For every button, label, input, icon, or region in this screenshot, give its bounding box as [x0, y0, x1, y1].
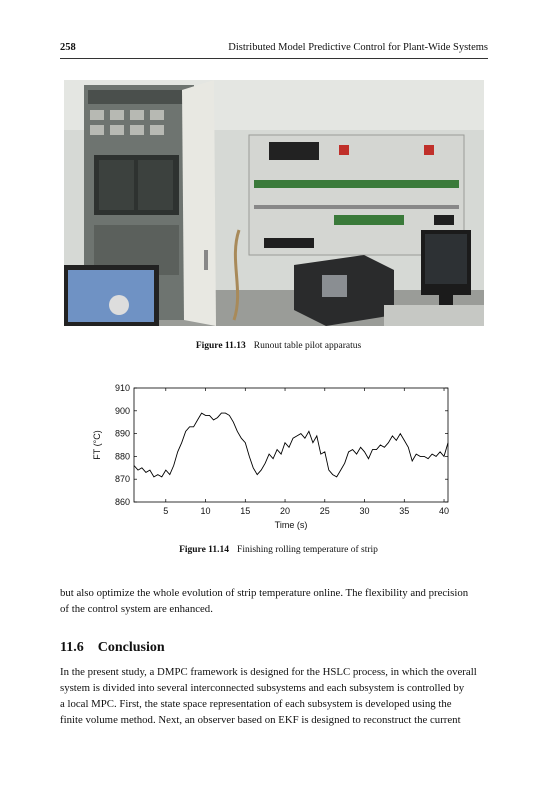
paragraph-continuation [60, 585, 488, 617]
x-tick-label: 15 [240, 506, 251, 516]
x-tick-label: 20 [280, 506, 291, 516]
temperature-chart [82, 378, 472, 530]
y-tick-label: 910 [114, 383, 130, 393]
text-line: of the control system are enhanced. [60, 603, 213, 615]
y-tick-label: 860 [114, 497, 130, 507]
page-number: 258 [60, 42, 76, 53]
y-tick-label: 900 [114, 405, 130, 416]
y-axis-label: FT (°C) [92, 430, 102, 460]
running-header [60, 38, 488, 59]
paragraph-conclusion [60, 664, 488, 728]
running-title: Distributed Model Predictive Control for Plant-Wide Systems [228, 42, 488, 53]
figure-label: Figure 11.13 [195, 341, 246, 351]
y-tick-label: 870 [114, 474, 130, 485]
figure-label: Figure 11.14 [179, 545, 230, 555]
text-line: finite volume method. Next, an observer based on EKF is designed to reconstruct the current [60, 714, 461, 726]
x-tick-label: 10 [200, 506, 211, 516]
temperature-series-line [134, 413, 448, 477]
x-axis-label: Time (s) [274, 520, 308, 530]
x-tick-label: 25 [319, 506, 330, 516]
text-line: In the present study, a DMPC framework is designed for the HSLC process, in which the overall [60, 666, 477, 678]
x-tick-label: 30 [359, 506, 370, 516]
runout-table-photo [64, 80, 484, 326]
figure-caption-text: Finishing rolling temperature of strip [237, 545, 378, 555]
y-tick-label: 880 [114, 451, 130, 462]
figure-11-13-caption [0, 341, 557, 351]
x-tick-label: 35 [399, 506, 410, 516]
x-tick-label: 5 [163, 506, 169, 516]
x-tick-label: 40 [439, 506, 450, 516]
figure-caption-text: Runout table pilot apparatus [253, 341, 362, 351]
section-heading [60, 640, 179, 656]
section-number: 11.6 [60, 640, 84, 655]
text-line: a local MPC. First, the state space representation of each subsystem is developed using the [60, 698, 452, 710]
figure-11-14-caption [0, 545, 557, 555]
section-title: Conclusion [97, 640, 165, 655]
text-line: system is divided into several interconnected subsystems and each subsystem is controlled by [60, 682, 465, 694]
y-tick-label: 890 [114, 428, 130, 439]
text-line: but also optimize the whole evolution of strip temperature online. The flexibility and precision [60, 587, 469, 599]
